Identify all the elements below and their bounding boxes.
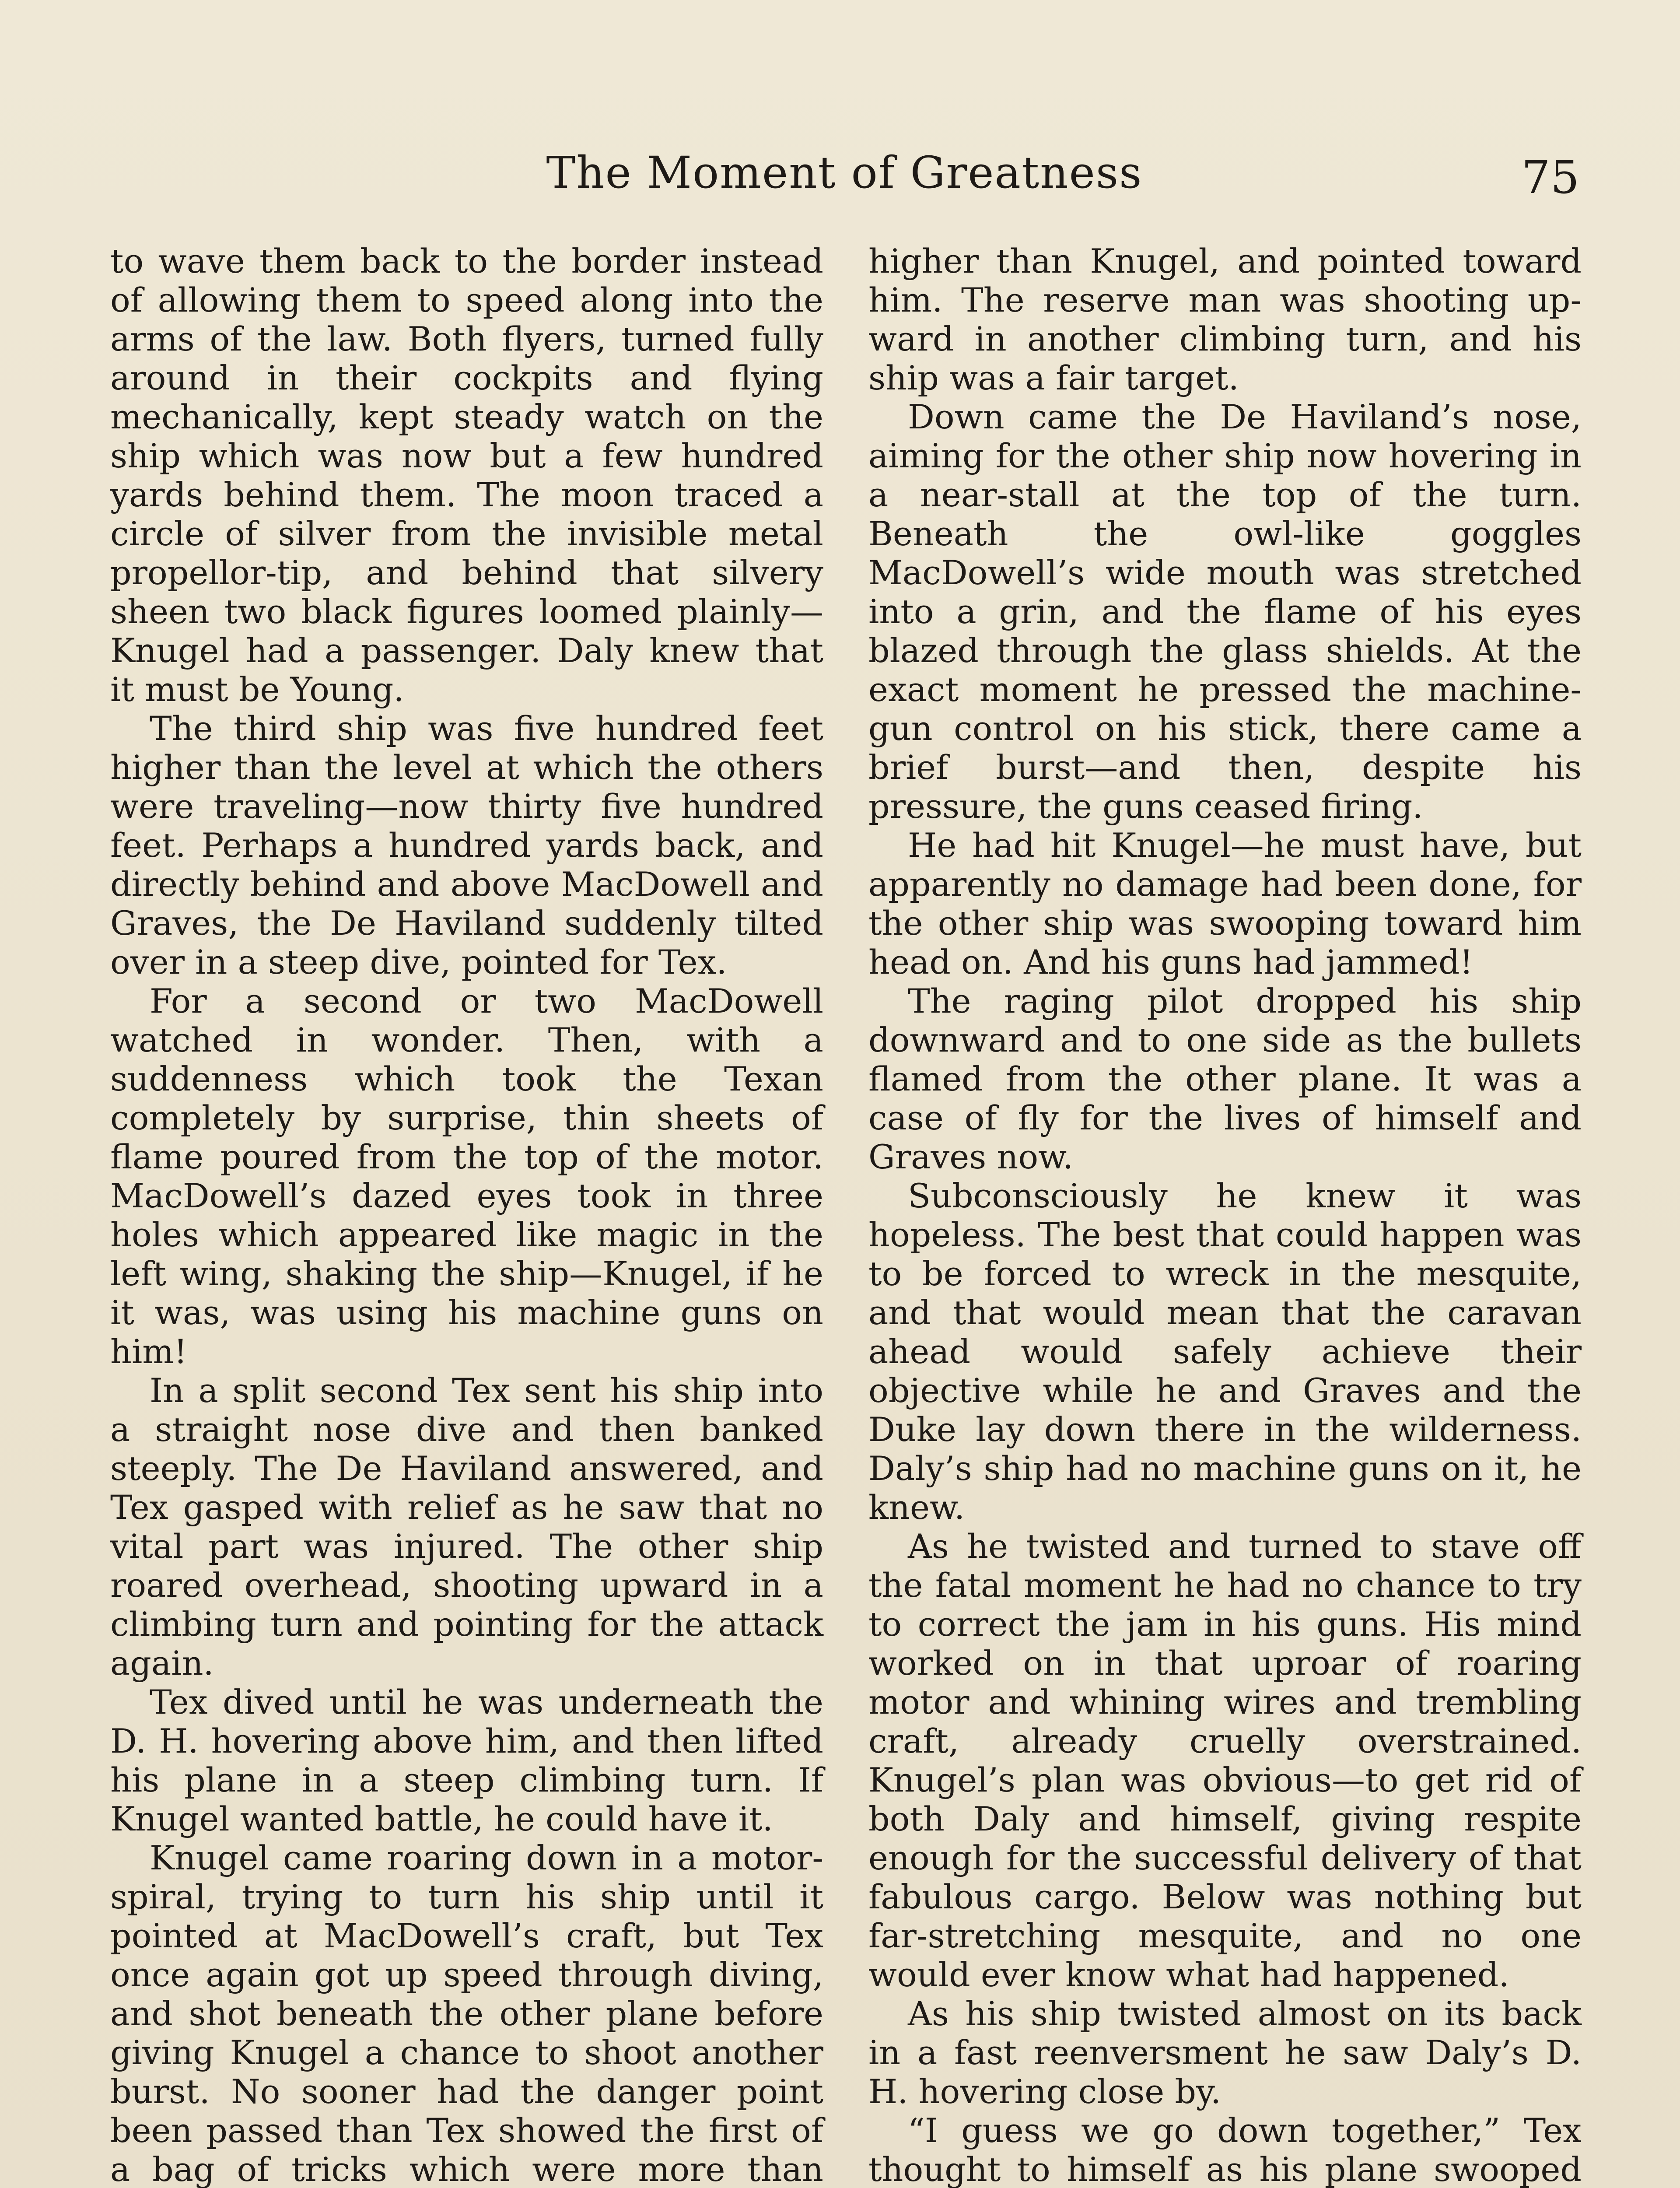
paragraph: Down came the De Haviland’s nose, aiming for the other ship now hovering in a near-stall at the top of the turn. Beneath the owl-like goggles MacDowell’s wide mouth was stretched into a grin, and the flame of his eyes blazed through the glass shields. At the exact moment he pressed the machine-gun control on his stick, there came a brief burst—and then, despite his pressure, the guns ceased firing.	[868, 397, 1582, 826]
right-column	[868, 242, 1582, 2188]
paragraph: For a second or two MacDowell watched in wonder. Then, with a suddenness which took the Texan completely by surprise, thin sheets of flame poured from the top of the motor. MacDowell’s dazed eyes took in three holes which appeared like magic in the left wing, shaking the ship—Knugel, if he it was, was using his machine guns on him!	[110, 982, 823, 1371]
paragraph: to wave them back to the border instead of allowing them to speed along into the arms of the law. Both flyers, turned fully around in their cockpits and flying mechanically, kept steady watch on the ship which was now but a few hundred yards behind them. The moon traced a circle of silver from the invisible metal propellor-tip, and behind that silvery sheen two black figures loomed plainly—Knugel had a passenger. Daly knew that it must be Young.	[110, 242, 823, 709]
paragraph: The third ship was five hundred feet higher than the level at which the others were traveling—now thirty five hundred feet. Perhaps a hundred yards back, and directly behind and above MacDowell and Graves, the De Haviland suddenly tilted over in a steep dive, pointed for Tex.	[110, 709, 823, 982]
paragraph: As he twisted and turned to stave off the fatal moment he had no chance to try to correct the jam in his guns. His mind worked on in that uproar of roaring motor and whining wires and trembling craft, already cruelly overstrained. Knugel’s plan was obvious—to get rid of both Daly and himself, giving respite enough for the successful delivery of that fabulous cargo. Below was nothing but far-stretching mesquite, and no one would ever know what had happened.	[868, 1527, 1582, 1994]
left-column	[110, 242, 823, 2188]
running-title: The Moment of Greatness	[546, 147, 1143, 198]
page-number: 75	[1521, 151, 1579, 204]
running-head	[109, 140, 1579, 206]
paragraph: higher than Knugel, and pointed toward him. The reserve man was shooting upward in another climbing turn, and his ship was a fair target.	[868, 242, 1582, 397]
paragraph: Knugel came roaring down in a motor-spiral, trying to turn his ship until it pointed at MacDowell’s craft, but Tex once again got up speed through diving, and shot beneath the other plane before giving Knugel a chance to shoot another burst. No sooner had the danger point been passed than Tex showed the first of a bag of tricks which were more than	[110, 1838, 823, 2188]
paragraph: Subconsciously he knew it was hopeless. The best that could happen was to be forced to wreck in the mesquite, and that would mean that the caravan ahead would safely achieve their objective while he and Graves and the Duke lay down there in the wilderness. Daly’s ship had no machine guns on it, he knew.	[868, 1176, 1582, 1527]
paragraph: Tex dived until he was underneath the D. H. hovering above him, and then lifted his plane in a steep climbing turn. If Knugel wanted battle, he could have it.	[110, 1683, 823, 1838]
paragraph: “I guess we go down together,” Tex thought to himself as his plane swooped	[868, 2111, 1582, 2188]
paragraph: He had hit Knugel—he must have, but apparently no damage had been done, for the other ship was swooping toward him head on. And his guns had jammed!	[868, 826, 1582, 982]
paragraph: As his ship twisted almost on its back in a fast reenversment he saw Daly’s D. H. hovering close by.	[868, 1994, 1582, 2111]
paragraph: In a split second Tex sent his ship into a straight nose dive and then banked steeply. The De Haviland answered, and Tex gasped with relief as he saw that no vital part was injured. The other ship roared overhead, shooting upward in a climbing turn and pointing for the attack again.	[110, 1371, 823, 1683]
paragraph: The raging pilot dropped his ship downward and to one side as the bullets flamed from the other plane. It was a case of fly for the lives of himself and Graves now.	[868, 982, 1582, 1176]
